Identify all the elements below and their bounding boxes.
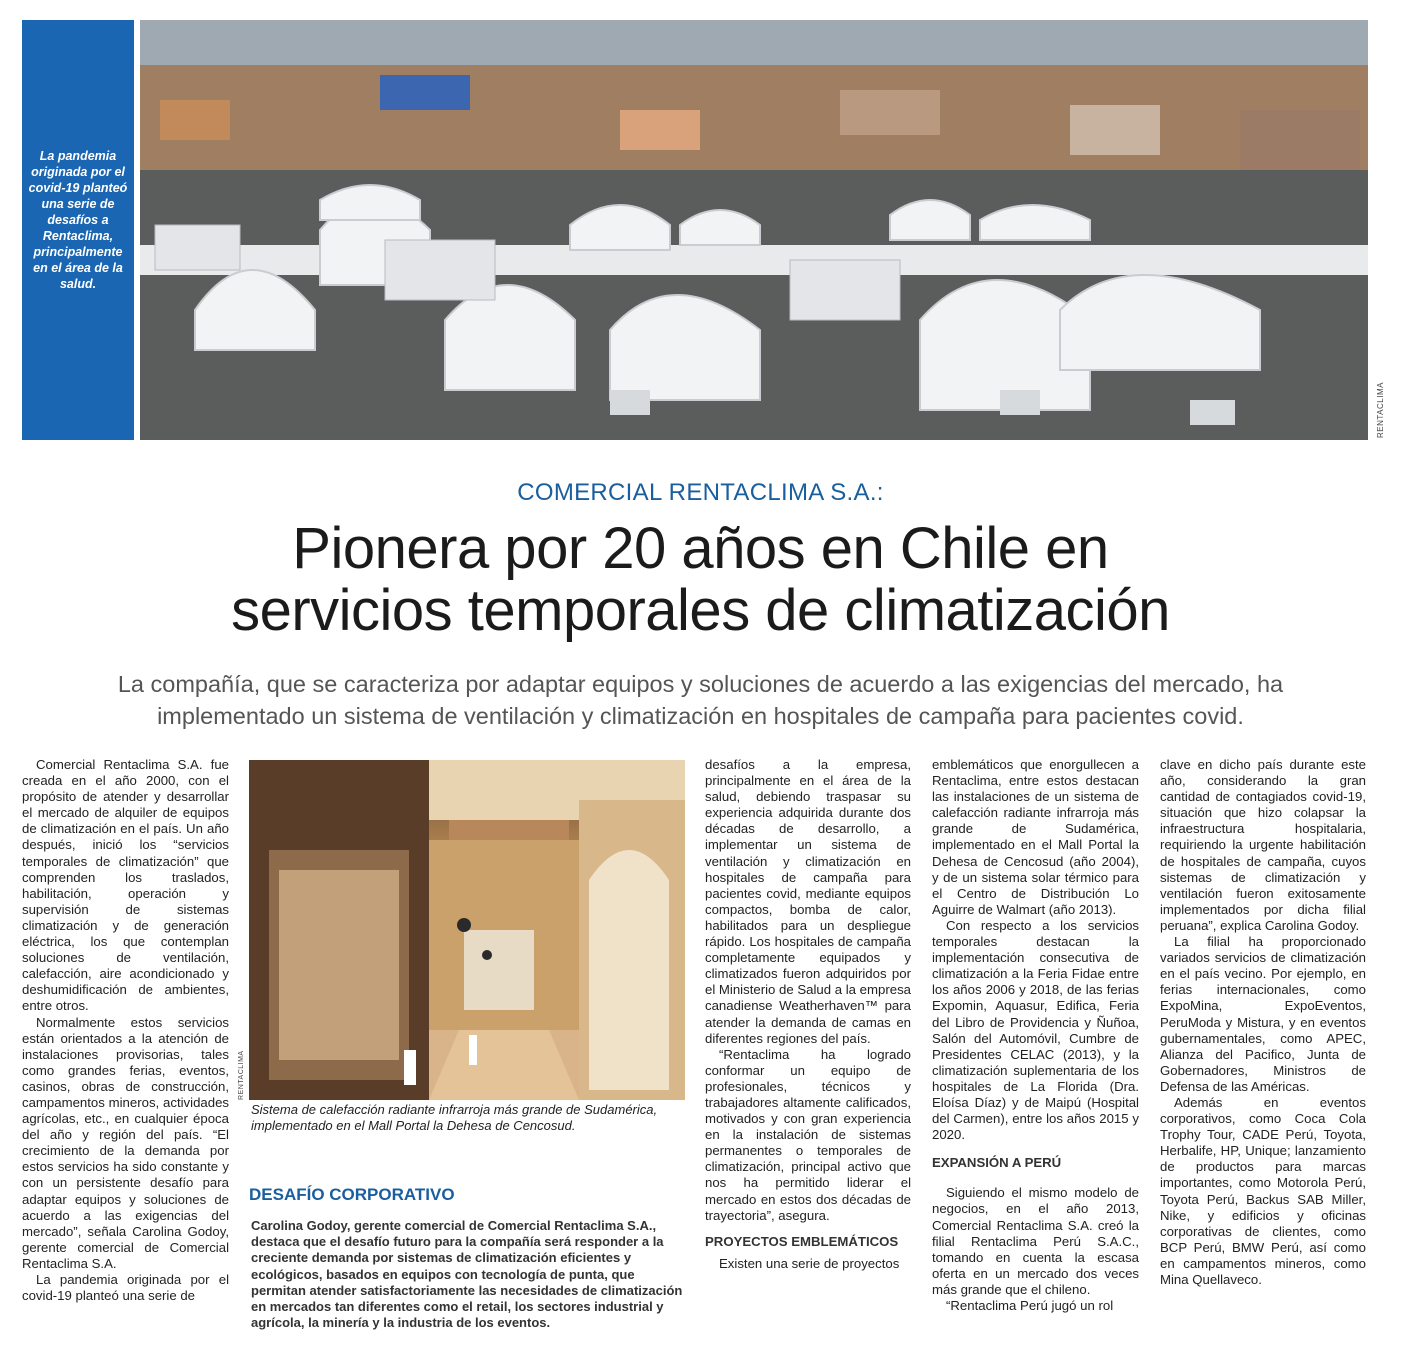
column-3 [705, 757, 911, 1272]
paragraph: Además en eventos corporativos, como Coca Cola Trophy Tour, CADE Perú, Toyota, Herbalife, HP, Unique; lanzamiento de productos para marcas importantes, como Motorola Perú, Toyota Perú, Backus SAB Miller, Nike, y edificios y oficinas corporativas de clientes, como BCP Perú, BMW Perú, así como en campamentos mineros, como Mina Quellaveco. [1160, 1094, 1366, 1287]
column-1 [22, 757, 229, 1304]
paragraph: Normalmente estos servicios están orientados a la atención de instalaciones provisorias, tales como grandes ferias, eventos, casinos, obras de construcción, campamentos mineros, actividades agrícolas, etc., en cualquier época del año y región del país. “El crecimiento de la demanda por estos servicios ha sido constante y con un persistente desafío para adaptar equipos y soluciones de acuerdo a las exigencias del mercado”, señala Carolina Godoy, gerente comercial de Comercial Rentaclima S.A. [22, 1014, 229, 1271]
paragraph: Comercial Rentaclima S.A. fue creada en el año 2000, con el propósito de atender y desarrollar el mercado de alquiler de equipos de climatización en el país. Un año después, inició los “servicios temporales de climatización” que comprenden los traslados, habilitación, operación y supervisión de sistemas climatización y de generación eléctrica, los que contemplan soluciones de ventilación, calefacción, aire acondicionado y deshumidificación de ambientes, entre otros. [22, 757, 229, 1014]
headline-line-1: Pionera por 20 años en Chile en [292, 516, 1109, 581]
column-4 [932, 757, 1139, 1314]
paragraph: La filial ha proporcionado variados servicios de climatización en el país vecino. Por ejemplo, en ferias internacionales, como ExpoMina, ExpoEventos, PeruModa y Mistura, y en eventos gubernamentales, como APEC, Alianza del Pacifico, Junta de Gobernadores, Ministros de Defensa de las Américas. [1160, 934, 1366, 1094]
box-title: DESAFÍO CORPORATIVO [249, 1185, 455, 1204]
field-hospital-photo [140, 20, 1368, 440]
paragraph: “Rentaclima Perú jugó un rol [946, 1298, 1114, 1313]
mall-illustration [249, 760, 685, 1100]
headline [0, 518, 1401, 642]
paragraph: La pandemia originada por el covid-19 planteó una serie de [22, 1272, 229, 1304]
paragraph: Con respecto a los servicios temporales destacan la implementación consecutiva de climatización a la Feria Fidae entre los años 2006 y 2018, de las ferias Expomin, Aquasur, Edifica, Feria del Libro de Providencia y Ñuñoa, Salón del Automóvil, Cumbre de Presidentes CELAC (2013), y la climatización suplementaria de los hospitales de La Florida (Dra. Eloísa Díaz) y de Maipú (Hospital del Carmen), entre los años 2015 y 2020. [932, 917, 1139, 1143]
mall-photo-credit: RENTACLIMA [238, 1050, 245, 1100]
paragraph: Existen una serie de proyectos [719, 1255, 900, 1271]
section-heading: EXPANSIÓN A PERÚ [932, 1155, 1062, 1171]
paragraph: emblemáticos que enorgullecen a Rentaclima, entre estos destacan las instalaciones de un sistema de calefacción radiante infrarroja más grande de Sudamérica, implementado en el Mall Portal la Dehesa de Cencosud (año 2004), y de un sistema solar térmico para el Centro de Distribución Lo Aguirre de Walmart (año 2013). [932, 757, 1139, 917]
paragraph: clave en dicho país durante este año, considerando la gran cantidad de contagiados covid-19, situación que hizo colapsar la infraestructura hospitalaria, requiriendo la urgente habilitación de hospitales de campaña, cuyos sistemas de climatización y ventilación fueron exitosamente implementados por dicha filial peruana”, explica Carolina Godoy. [1160, 757, 1366, 933]
photo-credit: RENTACLIMA [1376, 382, 1385, 438]
deck: La compañía, que se caracteriza por adaptar equipos y soluciones de acuerdo a las exigencias del mercado, ha implementado un sistema de ventilación y climatización en hospitales de campaña para pacientes covid. [117, 671, 1284, 729]
paragraph: Siguiendo el mismo modelo de negocios, en el año 2013, Comercial Rentaclima S.A. creó la filial Rentaclima Perú S.A.C., tomando en cuenta la escasa oferta en un mercado dos veces más grande que el chileno. [932, 1185, 1139, 1297]
headline-line-2: servicios temporales de climatización [231, 578, 1170, 643]
section-heading: PROYECTOS EMBLEMÁTICOS [705, 1233, 899, 1249]
kicker: COMERCIAL RENTACLIMA S.A.: [517, 479, 884, 506]
photo-caption: Sistema de calefacción radiante infrarroja más grande de Sudamérica, implementado en el Mall Portal la Dehesa de Cencosud. [251, 1102, 658, 1133]
field-hospital-illustration [140, 20, 1368, 440]
box-text: Carolina Godoy, gerente comercial de Comercial Rentaclima S.A., destaca que el desafío futuro para la compañía será responder a la creciente demanda por sistemas de climatización eficientes y ecológicos, basados en equipos con tecnología de punta, que permitan atender satisfactoriamente las necesidades de climatización en mercados tan diferentes como el retail, los sectores industrial y agrícola, la minería y la industria de los eventos. [251, 1218, 683, 1331]
column-5 [1160, 757, 1366, 1288]
paragraph: desafíos a la empresa, principalmente en el área de la salud, debiendo traspasar su experiencia adquirida durante dos décadas de desarrollo, a implementar un sistema de ventilación y climatización en hospitales de campaña para pacientes covid, mediante equipos compactos, bomba de calor, habilitados para un despliegue rápido. Los hospitales de campaña completamente equipados y climatizados fueron adquiridos por el Ministerio de Salud a la empresa canadiense Weatherhaven™ para atender la demanda de camas en diferentes regiones del país. [705, 757, 911, 1046]
pull-quote-sidebar [22, 20, 134, 440]
paragraph: “Rentaclima ha logrado conformar un equipo de profesionales, técnicos y trabajadores altamente calificados, motivados y con gran experiencia en la instalación de sistemas permanentes o temporales de climatización, principal activo que nos ha permitido liderar el mercado en estos dos décadas de trayectoria”, asegura. [705, 1046, 911, 1223]
mall-photo [249, 760, 685, 1100]
pull-quote-text: La pandemia originada por el covid-19 planteó una serie de desafíos a Rentaclima, principalmente en el área de la salud. [28, 149, 128, 291]
